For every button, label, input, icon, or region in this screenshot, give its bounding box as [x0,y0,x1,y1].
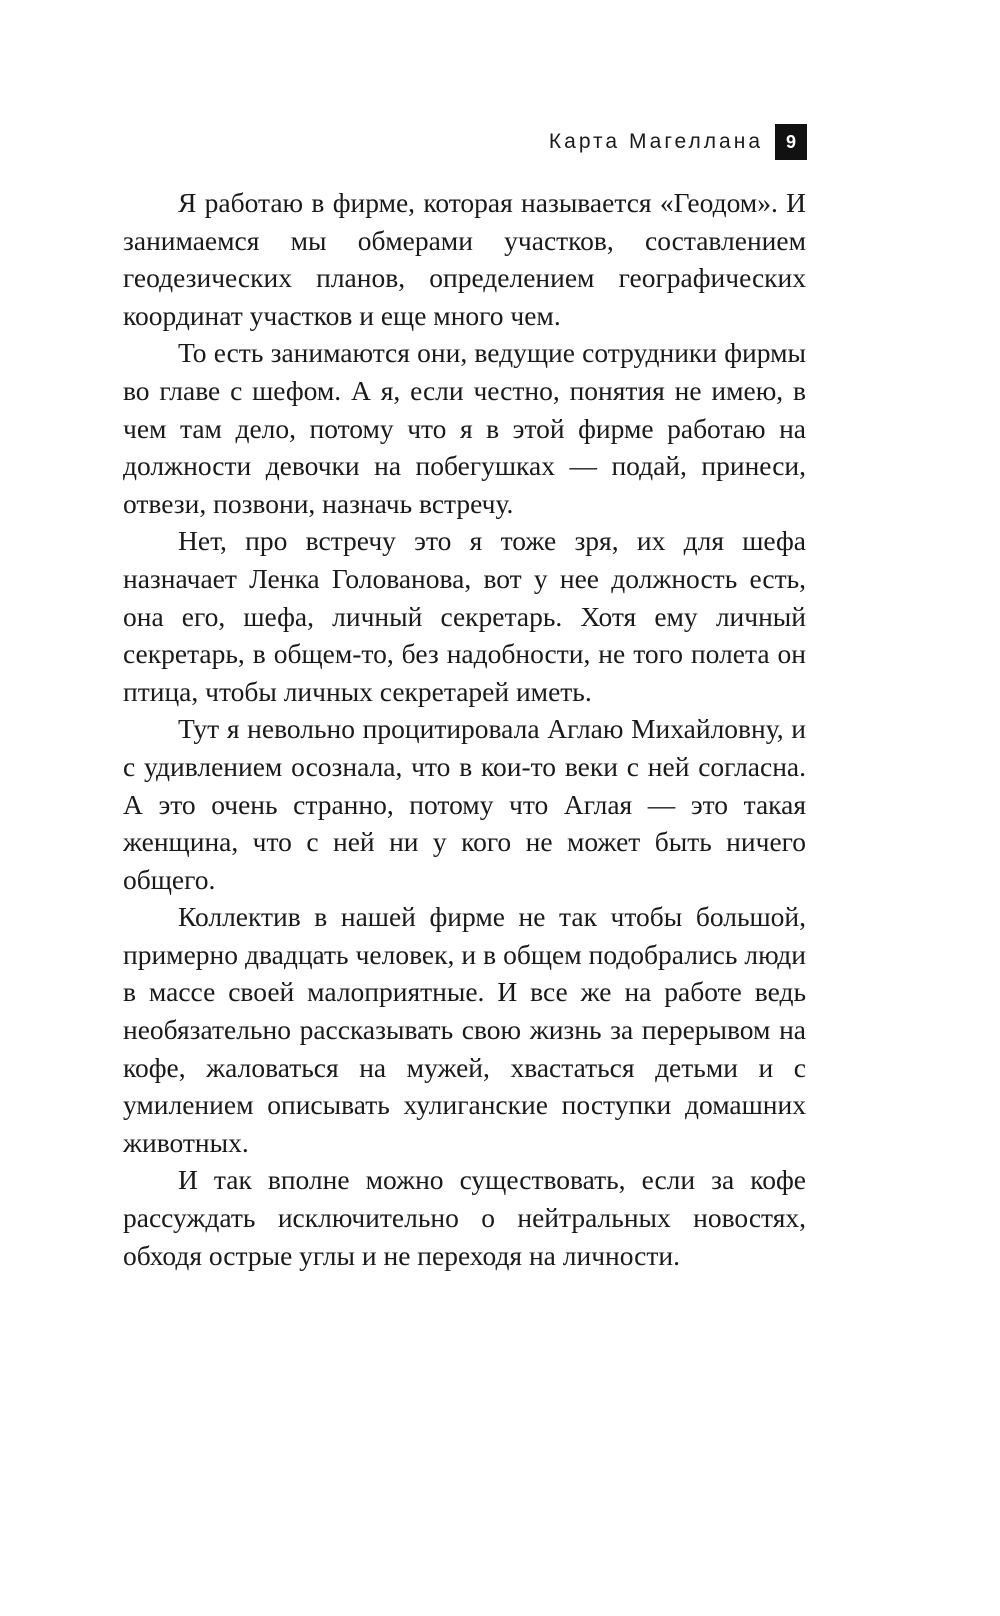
paragraph: То есть занимаются они, ведущие сотрудники фирмы во главе с шефом. А я, если честно, понятия не имею, в чем там дело, потому что я в этой фирме работаю на должности девочки на побегушках — подай, принеси, отвези, позвони, назначь встречу. [123,337,806,519]
paragraph: Коллектив в нашей фирме не так чтобы большой, примерно двадцать человек, и в общем подобрались люди в массе своей малоприятные. И все же на работе ведь необязательно рассказывать свою жизнь за перерывом на кофе, жаловаться на мужей, хвастаться детьми и с умилением описывать хулиганские поступки домашних животных. [123,901,806,1158]
page-number: 9 [775,124,807,160]
running-header [549,124,807,160]
paragraph: И так вполне можно существовать, если за кофе рассуждать исключительно о нейтральных новостях, обходя острые углы и не переходя на личности. [123,1164,806,1271]
paragraph: Нет, про встречу это я тоже зря, их для шефа назначает Ленка Голованова, вот у нее должность есть, она его, шефа, личный секретарь. Хотя ему личный секретарь, в общем-то, без надобности, не того полета он птица, чтобы личных секретарей иметь. [123,525,806,707]
body-text [123,184,806,1274]
paragraph: Я работаю в фирме, которая называется «Геодом». И занимаемся мы обмерами участков, составлением геодезических планов, определением географических координат участков и еще много чем. [123,187,806,331]
paragraph: Тут я невольно процитировала Аглаю Михайловну, и с удивлением осознала, что в кои-то веки с ней согласна. А это очень странно, потому что Аглая — это такая женщина, что с ней ни у кого не может быть ничего общего. [123,713,806,895]
book-title: Карта Магеллана [548,130,763,153]
